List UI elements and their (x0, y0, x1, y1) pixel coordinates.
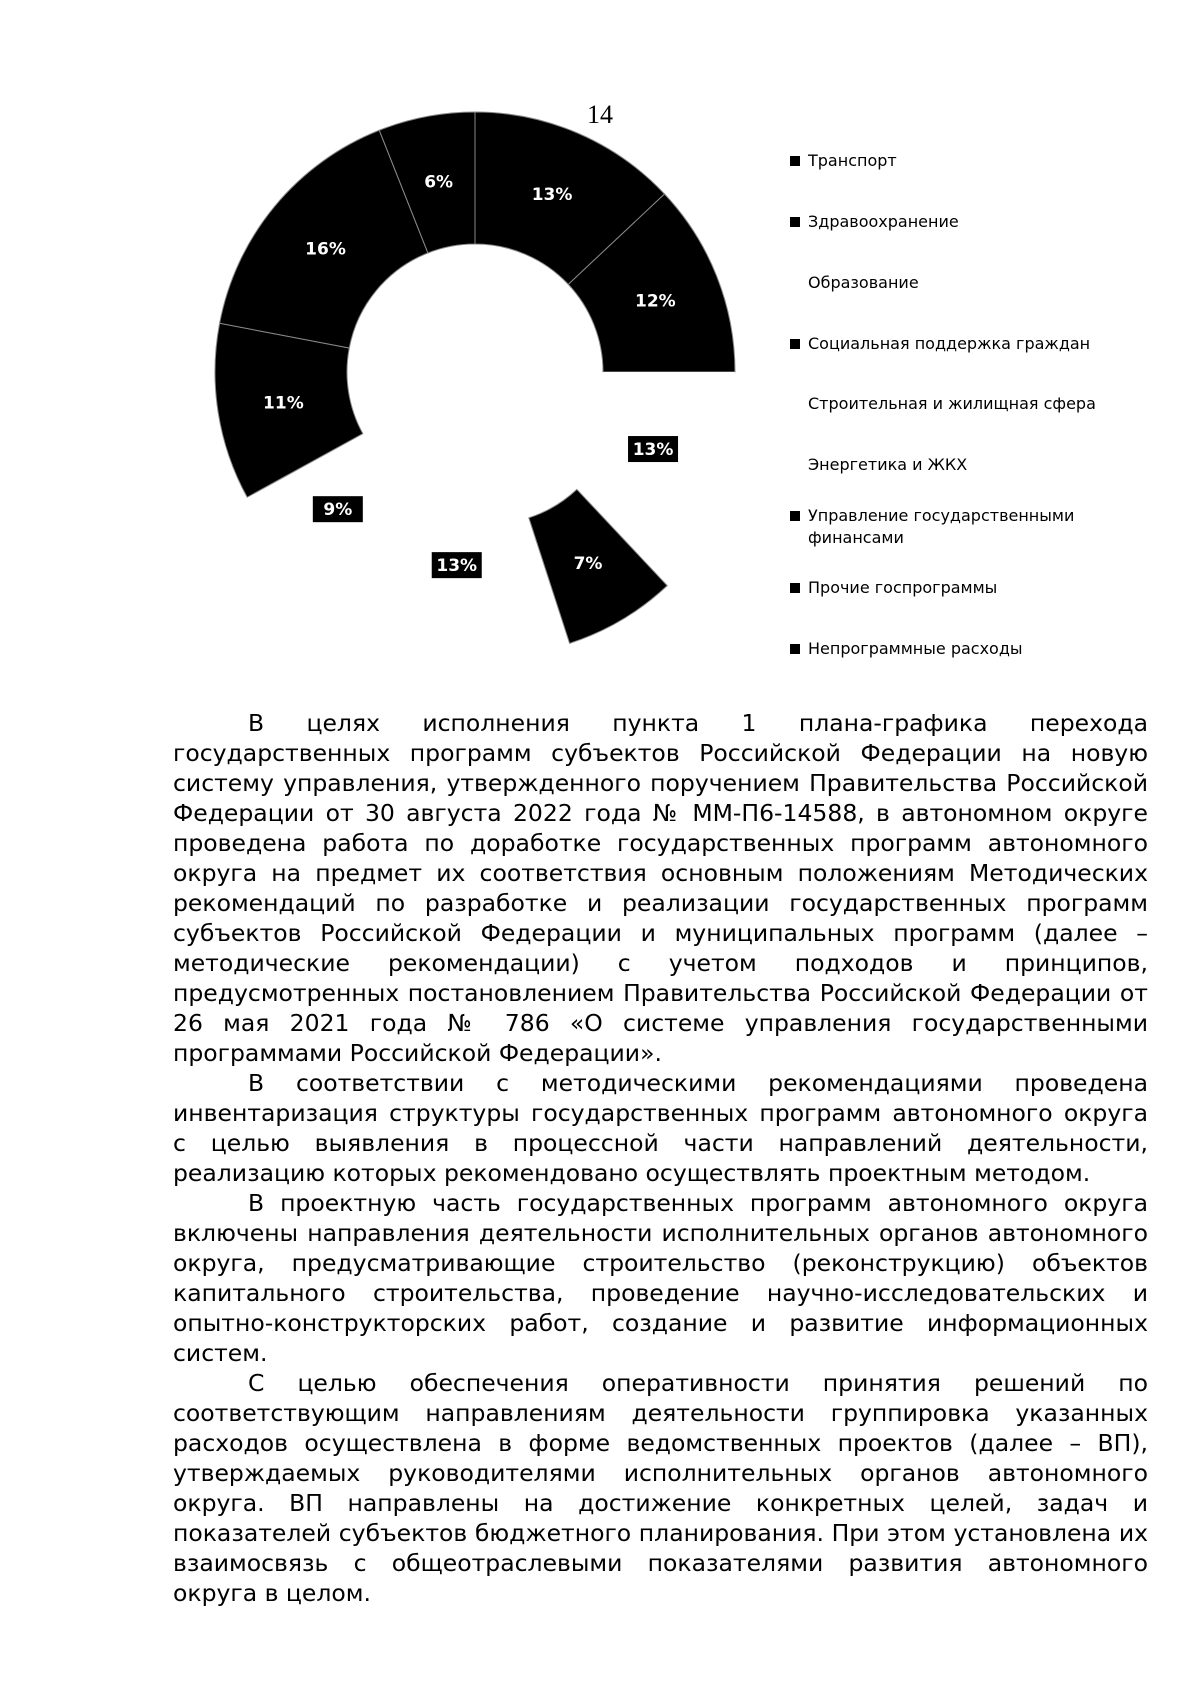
legend-marker (790, 339, 800, 349)
slice-label: 12% (635, 291, 676, 312)
legend-marker (790, 460, 800, 470)
slice-label: 6% (424, 172, 454, 193)
legend-item-education (790, 272, 1120, 294)
legend-marker (790, 156, 800, 166)
legend-marker (790, 399, 800, 409)
legend-marker (790, 583, 800, 593)
paragraph: В целях исполнения пункта 1 плана-графика перехода государственных программ субъектов Российской Федерации на новую систему управления, утвержденного поручением Правительства Российской Федерации от 30 августа 2022 года № ММ-П6-14588, в автономном округе проведена работа по доработке государственных программ автономного округа на предмет их соответствия основным положениям Методических рекомендаций по разработке и реализации государственных программ субъектов Российской Федерации и муниципальных программ (далее – методические рекомендации) с учетом подходов и принципов, предусмотренных постановлением Правительства Российской Федерации от 26 мая 2021 года № 786 «О системе управления государственными программами Российской Федерации». (173, 709, 1148, 1067)
legend-marker (790, 217, 800, 227)
body-text (173, 708, 1148, 1608)
legend-label: Социальная поддержка граждан (808, 334, 1091, 353)
slice-label: 9% (323, 500, 353, 521)
paragraph: С целью обеспечения оперативности принятия решений по соответствующим направлениям деятельности группировка указанных расходов осуществлена в форме ведомственных проектов (далее – ВП), утверждаемых руководителями исполнительных органов автономного округа. ВП направлены на достижение конкретных целей, задач и показателей субъектов бюджетного планирования. При этом установлена их взаимосвязь с общеотраслевыми показателями развития автономного округа в целом. (173, 1369, 1148, 1607)
legend-marker (790, 644, 800, 654)
paragraph: В соответствии с методическими рекомендациями проведена инвентаризация структуры государственных программ автономного округа с целью выявления в процессной части направлений деятельности, реализацию которых рекомендовано осуществлять проектным методом. (173, 1069, 1148, 1187)
legend-label: Здравоохранение (808, 212, 959, 231)
legend-item-energy (790, 454, 1120, 476)
legend-label: Управление государственными финансами (808, 506, 1075, 547)
slice-label: 16% (305, 239, 346, 260)
slice-label: 7% (573, 554, 603, 575)
legend-marker (790, 511, 800, 521)
paragraph: В проектную часть государственных программ автономного округа включены направления деятельности исполнительных органов автономного округа, предусматривающие строительство (реконструкцию) объектов капитального строительства, проведение научно-исследовательских и опытно-конструкторских работ, создание и развитие информационных систем. (173, 1189, 1148, 1367)
legend-label: Строительная и жилищная сфера (808, 394, 1096, 413)
legend-item-transport (790, 150, 1120, 172)
slice-label: 13% (436, 556, 478, 577)
legend-item-other-programs (790, 577, 1120, 599)
legend-item-social-support (790, 333, 1120, 355)
legend-item-healthcare (790, 211, 1120, 233)
slice-label: 13% (632, 440, 674, 461)
page-number: 14 (587, 100, 613, 129)
slice-label: 13% (531, 184, 573, 205)
legend-label: Образование (808, 273, 919, 292)
legend-item-finance (790, 505, 1120, 549)
legend-marker (790, 278, 800, 288)
legend-item-non-program (790, 638, 1120, 660)
legend-item-construction (790, 393, 1120, 415)
legend-label: Энергетика и ЖКХ (808, 455, 968, 474)
legend-label: Транспорт (808, 151, 897, 170)
legend-label: Непрограммные расходы (808, 639, 1023, 658)
legend-label: Прочие госпрограммы (808, 578, 998, 597)
slice-label: 11% (263, 393, 304, 414)
